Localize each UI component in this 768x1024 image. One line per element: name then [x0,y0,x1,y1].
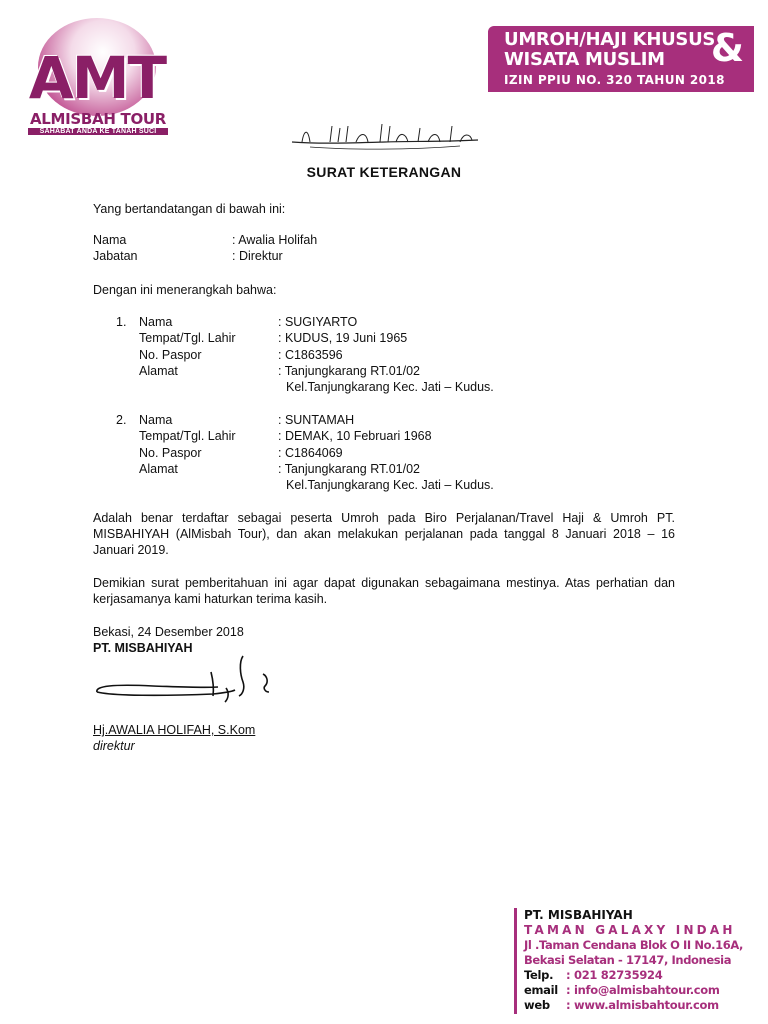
footer-web-value[interactable]: : www.almisbahtour.com [566,998,719,1012]
letter-closing-paragraph: Demikian surat pemberitahuan ini agar dapat digunakan sebagaimana mestinya. Atas perhatian dan kerjasamanya kami haturkan terima kasih. [93,576,675,606]
footer-web [524,998,764,1013]
person-field-value: : KUDUS, 19 Juni 1965 [278,331,408,345]
person-field-label: No. Paspor [139,446,202,460]
person-field-value: : SUNTAMAH [278,413,355,427]
footer-address-line1: Jl .Taman Cendana Blok O II No.16A, [524,938,743,952]
footer-web-label: web [524,998,550,1012]
person-field-label: No. Paspor [139,348,202,362]
person-field-value: Kel.Tanjungkarang Kec. Jati – Kudus. [286,380,494,394]
person-field-label: Nama [139,315,173,329]
banner-service-line1: UMROH/HAJI KHUSUS [504,29,716,50]
footer-accent-bar [514,908,517,1014]
person-field-value: : DEMAK, 10 Februari 1968 [278,429,432,443]
person-field-label: Nama [139,413,173,427]
bismillah-calligraphy [290,120,480,150]
footer-email [524,983,764,998]
header-banner [488,26,754,92]
person-field-value: : Tanjungkarang RT.01/02 [278,462,421,476]
signer-name-label: Nama [93,233,127,247]
sender-company: PT. MISBAHIYAH [93,641,193,655]
letter-body-paragraph: Adalah benar terdaftar sebagai peserta Umroh pada Biro Perjalanan/Travel Haji & Umroh PT. MISBAHIYAH (AlMisbah Tour), dan akan melakukan perjalanan pada tanggal 8 Januari 2018 – 16 Januari 2019. [93,511,675,557]
footer-phone [524,968,764,983]
signer-name-value: : Awalia Holifah [232,233,318,247]
place-date: Bekasi, 24 Desember 2018 [93,625,244,639]
footer-contact-block [524,908,764,1013]
person-field-value: : SUGIYARTO [278,315,358,329]
person-field-label: Alamat [139,364,178,378]
person-field-label: Tempat/Tgl. Lahir [139,429,236,443]
letter-statement: Dengan ini menerangkah bahwa: [93,283,277,297]
person-field-label: Tempat/Tgl. Lahir [139,331,236,345]
banner-license: IZIN PPIU NO. 320 TAHUN 2018 [504,73,725,87]
footer-company: PT. MISBAHIYAH [524,908,633,922]
letter-title: SURAT KETERANGAN [306,164,462,180]
person-field-value: Kel.Tanjungkarang Kec. Jati – Kudus. [286,478,494,492]
signer-position-label: Jabatan [93,249,138,263]
logo-name: ALMISBAH TOUR [29,110,167,128]
signer-position-value: : Direktur [232,249,283,263]
person-field-value: : C1864069 [278,446,343,460]
letter-intro: Yang bertandatangan di bawah ini: [93,202,286,216]
person-number: 2. [116,413,127,427]
person-field-value: : Tanjungkarang RT.01/02 [278,364,421,378]
signatory-name: Hj.AWALIA HOLIFAH, S.Kom [93,723,256,737]
footer-phone-value: : 021 82735924 [566,968,663,982]
footer-email-label: email [524,983,558,997]
footer-estate: TAMAN GALAXY INDAH [524,923,736,937]
logo-tagline: SAHABAT ANDA KE TANAH SUCI [28,128,168,135]
company-logo [22,18,172,136]
footer-email-value[interactable]: : info@almisbahtour.com [566,983,720,997]
banner-ampersand: & [710,26,744,70]
banner-service-line2: WISATA MUSLIM [504,49,665,70]
person-field-value: : C1863596 [278,348,343,362]
signatory-role: direktur [93,739,135,753]
logo-mark: AMT [28,44,166,112]
footer-phone-label: Telp. [524,968,554,982]
footer-address-line2: Bekasi Selatan - 17147, Indonesia [524,953,732,967]
handwritten-signature [93,652,293,710]
person-number: 1. [116,315,127,329]
person-field-label: Alamat [139,462,178,476]
